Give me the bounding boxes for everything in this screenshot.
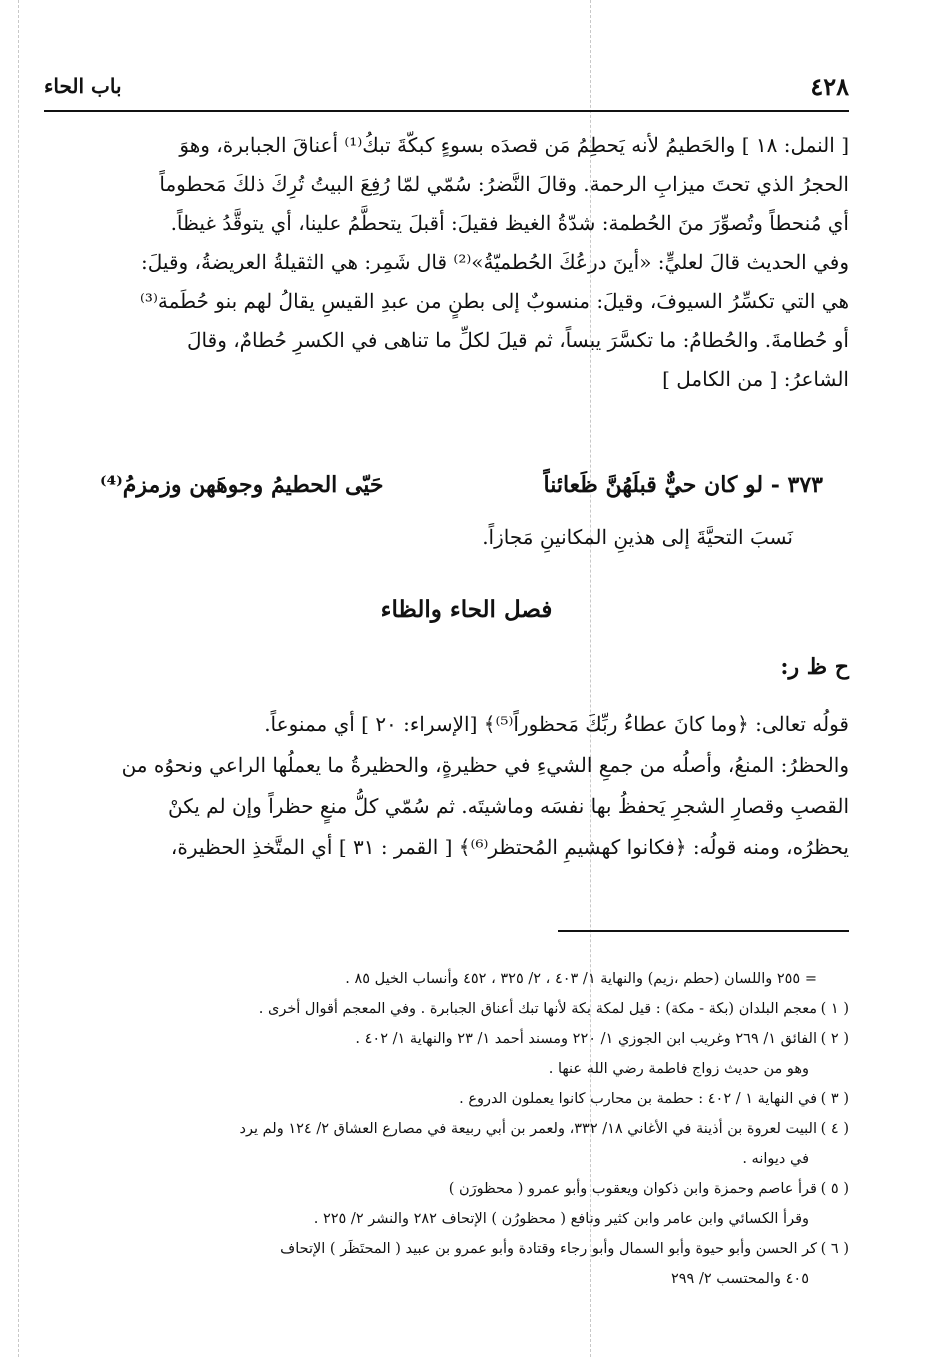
footnote-rule xyxy=(558,930,849,932)
footnote-number: ( ١ ) xyxy=(820,1001,849,1017)
footnote-item xyxy=(60,1234,849,1264)
page-number: ٤٢٨ xyxy=(810,71,849,101)
text-line: يحظرُه، ومنه قولُه: ﴿فكانوا كهشيمِ المُحتظر⁽⁶⁾﴾ [ القمر : ٣١ ] أي المتَّخذِ الحظيرة، xyxy=(170,835,849,859)
text-line: هي التي تكسِّرُ السيوفَ، وقيلَ: منسوبٌ إلى بطنٍ من عبدِ القيسِ يقالُ لهم بنو حُطَمة⁽³⁾ xyxy=(139,289,849,313)
main-text-2 xyxy=(60,704,849,868)
footnote-item xyxy=(60,964,849,994)
footnote-text: كر الحسن وأبو حيوة وأبو السمال وأبو رجاء وقتادة وأبو عمرو بن عبيد ( المحتَظَر ) الإتحاف xyxy=(280,1241,817,1257)
footnote-text: = ٢٥٥ واللسان (حطم ،زيم) والنهاية ١/ ٤٠٣ ، ٢/ ٣٢٥ ، ٤٥٢ وأنساب الخيل ٨٥ . xyxy=(345,971,817,987)
footnote-item xyxy=(60,1084,849,1114)
chapter-title: باب الحاء xyxy=(44,74,122,98)
text-line: قولُه تعالى: ﴿وما كانَ عطاءُ ربِّكَ مَحظوراً⁽⁵⁾﴾ [الإسراء: ٢٠ ] أي ممنوعاً. xyxy=(264,712,849,736)
header-rule xyxy=(44,110,849,112)
footnote-item xyxy=(60,994,849,1024)
poem-second-hemistich: حَيّى الحطيمُ وجوهَهن وزمزمُ⁽⁴⁾ xyxy=(100,472,384,498)
footnote-number: ( ٦ ) xyxy=(820,1241,849,1257)
footnote-item xyxy=(60,1024,849,1054)
footnote-continuation: في ديوانه . xyxy=(742,1151,809,1167)
scan-guide-line xyxy=(18,0,19,1357)
text-line: الحجرُ الذي تحتَ ميزابِ الرحمة. وقالَ النَّضرُ: سُمّي لمّا رُفِعَ البيتُ تُرِكَ ذلكَ مَحطوماً xyxy=(159,172,849,196)
footnote-number: ( ٥ ) xyxy=(820,1181,849,1197)
footnote-continuation: وقرأ الكسائي وابن عامر وابن كثير ونافع ( محظورُن ) الإتحاف ٢٨٢ والنشر ٢/ ٢٢٥ . xyxy=(313,1211,809,1227)
footnote-text: معجم البلدان (بكة - مكة) : قيل لمكة بكة لأنها تبك أعناق الجبابرة . وفي المعجم أقوال أخرى . xyxy=(258,1001,817,1017)
footnote-number: ( ٢ ) xyxy=(820,1031,849,1047)
root-heading: ح ظ ر: xyxy=(780,654,849,680)
text-line: القصبِ وقصارِ الشجرِ يَحفظُ بها نفسَه وماشيتَه. ثم سُمّي كلُّ منعٍ حظراً وإن لم يكنْ xyxy=(167,794,849,818)
footnote-text: في النهاية ١ / ٤٠٢ : حطمة بن محارب كانوا يعملون الدروع . xyxy=(459,1091,817,1107)
footnotes xyxy=(60,964,849,1294)
text-line: وفي الحديث قالَ لعليٍّ: «أينَ درعُكَ الحُطميّةُ»⁽²⁾ قال شَمِر: هي الثقيلةُ العريضةُ، وقيلَ: xyxy=(141,250,849,274)
text-line: [ النمل: ١٨ ] والحَطيمُ لأنه يَحطِمُ مَن قصدَه بسوءٍ كبكّةَ تبكُ⁽¹⁾ أعناقَ الجبابرة، وهوَ xyxy=(179,133,849,157)
text-line: الشاعرُ: [ من الكامل ] xyxy=(662,367,849,391)
footnote-text: الفائق ١/ ٢٦٩ وغريب ابن الجوزي ١/ ٢٢٠ ومسند أحمد ١/ ٢٣ والنهاية ١/ ٤٠٢ . xyxy=(355,1031,817,1047)
text-line: أو حُطامةَ. والحُطامُ: ما تكسَّرَ يبساً، ثم قيلَ لكلِّ ما تناهى في الكسرِ حُطامٌ، وقالَ xyxy=(187,328,849,352)
section-title: فصل الحاء والظاء xyxy=(380,596,553,623)
footnote-item xyxy=(60,1114,849,1144)
footnote-text: البيت لعروة بن أذينة في الأغاني ١٨/ ٣٣٢، ولعمر بن أبي ربيعة في مصارع العشاق ٢/ ١٢٤ ولم يرد xyxy=(239,1121,817,1137)
poem-note: نَسبَ التحيَّةَ إلى هذينِ المكانينِ مَجازاً. xyxy=(482,525,793,549)
footnote-text: قرأ عاصم وحمزة وابن ذكوان ويعقوب وأبو عمرو ( محظورَن ) xyxy=(448,1181,817,1197)
footnote-number: ( ٣ ) xyxy=(820,1091,849,1107)
footnote-continuation: وهو من حديث زواج فاطمة رضي الله عنها . xyxy=(548,1061,809,1077)
footnote-item xyxy=(60,1174,849,1204)
page-header xyxy=(44,66,849,106)
main-text xyxy=(60,126,849,399)
footnote-number: ( ٤ ) xyxy=(820,1121,849,1137)
poem-first-hemistich: ٣٧٣ - لو كان حيٌّ قبلَهُنَّ ظَعائناً xyxy=(543,472,823,498)
footnote-continuation: ٤٠٥ والمحتسب ٢/ ٢٩٩ xyxy=(670,1271,809,1287)
poem-verse xyxy=(100,464,823,506)
text-line: أي مُنحطاً وتُصوِّرَ منَ الحُطمة: شدّةُ الغيظ فقيلَ: أقبلَ يتحطَّمُ علينا، أي يتوقَّدُ غيظاً. xyxy=(170,211,849,235)
text-line: والحظرُ: المنعُ، وأصلُه من جمعِ الشيءِ في حظيرةٍ، والحظيرةُ ما يعملُها الراعي ونحوُه من xyxy=(121,753,849,777)
